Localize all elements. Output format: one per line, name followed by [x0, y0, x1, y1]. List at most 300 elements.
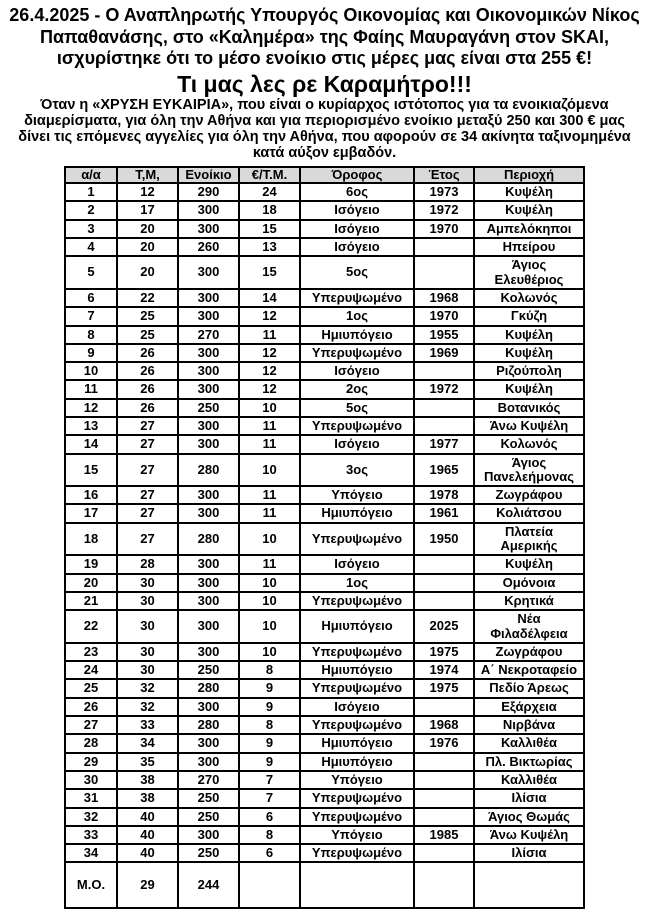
table-cell: 9: [65, 344, 117, 362]
table-cell: 11: [239, 435, 300, 453]
table-cell: 300: [178, 344, 239, 362]
table-cell: [414, 592, 474, 610]
table-cell: [414, 789, 474, 807]
table-cell: 27: [117, 454, 178, 487]
table-cell: 1: [65, 183, 117, 201]
table-cell: Κυψέλη: [474, 326, 584, 344]
table-cell: 1970: [414, 307, 474, 325]
table-cell: Ημιυπόγειο: [300, 661, 414, 679]
table-row: [65, 844, 584, 862]
table-cell: 21: [65, 592, 117, 610]
table-cell: Υπόγειο: [300, 826, 414, 844]
table-cell: Ιλίσια: [474, 789, 584, 807]
table-row: [65, 643, 584, 661]
table-cell: Ιλίσια: [474, 844, 584, 862]
table-cell: Ζωγράφου: [474, 486, 584, 504]
table-cell: Μ.Ο.: [65, 862, 117, 908]
table-cell: [414, 555, 474, 573]
column-header: Έτος: [414, 167, 474, 183]
table-row: [65, 289, 584, 307]
table-cell: [414, 362, 474, 380]
table-cell: 38: [117, 771, 178, 789]
table-cell: Κυψέλη: [474, 380, 584, 398]
table-cell: 270: [178, 326, 239, 344]
table-cell: 1ος: [300, 307, 414, 325]
table-cell: 280: [178, 454, 239, 487]
table-cell: 38: [117, 789, 178, 807]
table-cell: [414, 256, 474, 289]
table-cell: 6: [65, 289, 117, 307]
table-cell: 1973: [414, 183, 474, 201]
table-cell: 9: [239, 734, 300, 752]
table-cell: 32: [117, 679, 178, 697]
table-cell: Κυψέλη: [474, 201, 584, 219]
table-cell: 26: [117, 380, 178, 398]
table-cell: 30: [117, 643, 178, 661]
table-cell: [239, 862, 300, 908]
table-cell: Υπερυψωμένο: [300, 523, 414, 556]
table-cell: Ισόγειο: [300, 555, 414, 573]
table-cell: 300: [178, 734, 239, 752]
table-row: [65, 610, 584, 643]
table-cell: 1969: [414, 344, 474, 362]
table-cell: [414, 753, 474, 771]
table-cell: 16: [65, 486, 117, 504]
table-cell: 7: [239, 771, 300, 789]
table-cell: 8: [239, 661, 300, 679]
table-cell: 300: [178, 826, 239, 844]
table-cell: 22: [117, 289, 178, 307]
table-cell: 250: [178, 844, 239, 862]
table-cell: Ισόγειο: [300, 698, 414, 716]
table-cell: 9: [239, 698, 300, 716]
intro-paragraph: [8, 98, 641, 162]
table-cell: 300: [178, 307, 239, 325]
table-cell: [474, 862, 584, 908]
table-cell: 2025: [414, 610, 474, 643]
text-line: Όταν η «ΧΡΥΣΗ ΕΥΚΑΙΡΙΑ», που είναι ο κυρίαρχος ιστότοπος για τα ενοικιαζόμενα: [40, 97, 609, 114]
table-cell: 28: [117, 555, 178, 573]
table-cell: 6ος: [300, 183, 414, 201]
table-cell: 10: [239, 643, 300, 661]
table-cell: Πεδίο Άρεως: [474, 679, 584, 697]
table-cell: Υπερυψωμένο: [300, 289, 414, 307]
table-row: [65, 435, 584, 453]
table-cell: Κολωνός: [474, 289, 584, 307]
table-row: [65, 753, 584, 771]
table-cell: Υπερυψωμένο: [300, 716, 414, 734]
table-cell: [300, 862, 414, 908]
table-cell: [414, 862, 474, 908]
table-cell: 34: [65, 844, 117, 862]
table-cell: 1976: [414, 734, 474, 752]
table-cell: 3: [65, 220, 117, 238]
table-cell: 12: [239, 344, 300, 362]
table-row: [65, 698, 584, 716]
table-cell: Ισόγειο: [300, 201, 414, 219]
table-cell: Νέα Φιλαδέλφεια: [474, 610, 584, 643]
table-cell: 32: [65, 808, 117, 826]
table-row: [65, 789, 584, 807]
column-header: Περιοχή: [474, 167, 584, 183]
table-cell: 280: [178, 679, 239, 697]
table-cell: 27: [117, 435, 178, 453]
table-row: [65, 380, 584, 398]
table-cell: 300: [178, 220, 239, 238]
table-cell: Ημιυπόγειο: [300, 504, 414, 522]
table-cell: 5ος: [300, 399, 414, 417]
table-cell: 280: [178, 716, 239, 734]
table-cell: 250: [178, 789, 239, 807]
table-row: [65, 307, 584, 325]
table-cell: 8: [239, 826, 300, 844]
table-cell: 11: [239, 555, 300, 573]
table-cell: 250: [178, 661, 239, 679]
table-cell: 300: [178, 643, 239, 661]
table-cell: Υπερυψωμένο: [300, 592, 414, 610]
text-line: διαμερίσματα, για όλη την Αθήνα και για περιορισμένο ενοίκιο μεταξύ 250 και 300 € μας: [24, 113, 625, 130]
table-cell: 7: [65, 307, 117, 325]
table-cell: Κρητικά: [474, 592, 584, 610]
rental-table-body: [65, 183, 584, 908]
table-row: [65, 344, 584, 362]
table-cell: Άγιος Θωμάς: [474, 808, 584, 826]
table-cell: 1ος: [300, 574, 414, 592]
table-cell: 5: [65, 256, 117, 289]
table-cell: Υπόγειο: [300, 771, 414, 789]
table-cell: 2ος: [300, 380, 414, 398]
table-cell: 10: [239, 592, 300, 610]
table-cell: 250: [178, 399, 239, 417]
table-cell: 1977: [414, 435, 474, 453]
table-cell: 15: [65, 454, 117, 487]
table-cell: 8: [65, 326, 117, 344]
table-cell: 9: [239, 753, 300, 771]
table-row: [65, 326, 584, 344]
table-cell: Υπερυψωμένο: [300, 417, 414, 435]
table-cell: 33: [65, 826, 117, 844]
table-row: [65, 523, 584, 556]
table-cell: Κυψέλη: [474, 344, 584, 362]
table-cell: 20: [117, 220, 178, 238]
table-row: [65, 220, 584, 238]
table-cell: 280: [178, 523, 239, 556]
table-cell: 8: [239, 716, 300, 734]
table-cell: 10: [239, 454, 300, 487]
table-cell: Ηπείρου: [474, 238, 584, 256]
table-cell: 15: [239, 220, 300, 238]
table-row: [65, 734, 584, 752]
table-cell: 9: [239, 679, 300, 697]
table-cell: Κυψέλη: [474, 183, 584, 201]
table-cell: 3ος: [300, 454, 414, 487]
table-cell: 27: [65, 716, 117, 734]
text-line: 26.4.2025 - Ο Αναπληρωτής Υπουργός Οικονομίας και Οικονομικών Νίκος: [9, 5, 640, 25]
table-row: [65, 679, 584, 697]
table-cell: Α΄ Νεκροταφείο: [474, 661, 584, 679]
table-cell: 300: [178, 417, 239, 435]
table-cell: Υπερυψωμένο: [300, 844, 414, 862]
column-header: Όροφος: [300, 167, 414, 183]
table-cell: Καλλιθέα: [474, 771, 584, 789]
table-cell: Ισόγειο: [300, 362, 414, 380]
table-cell: 1974: [414, 661, 474, 679]
text-line: δίνει τις επόμενες αγγελίες για όλη την Αθήνα, που αφορούν σε 34 ακίνητα ταξινομημένα: [18, 128, 631, 145]
table-cell: 300: [178, 362, 239, 380]
table-cell: Νιρβάνα: [474, 716, 584, 734]
table-cell: [414, 417, 474, 435]
table-cell: 40: [117, 844, 178, 862]
table-cell: Βοτανικός: [474, 399, 584, 417]
table-cell: Ισόγειο: [300, 435, 414, 453]
table-row: [65, 716, 584, 734]
table-cell: 300: [178, 256, 239, 289]
table-row: [65, 399, 584, 417]
table-cell: 25: [117, 326, 178, 344]
table-cell: 11: [239, 486, 300, 504]
table-cell: 1970: [414, 220, 474, 238]
table-cell: Καλλιθέα: [474, 734, 584, 752]
table-cell: 300: [178, 289, 239, 307]
table-cell: 11: [239, 326, 300, 344]
table-cell: 24: [65, 661, 117, 679]
table-cell: 300: [178, 486, 239, 504]
table-cell: 300: [178, 592, 239, 610]
table-cell: 13: [65, 417, 117, 435]
table-cell: 300: [178, 753, 239, 771]
table-cell: Άγιος Πανελεήμονας: [474, 454, 584, 487]
table-cell: Υπόγειο: [300, 486, 414, 504]
table-cell: Πλ. Βικτωρίας: [474, 753, 584, 771]
table-cell: 300: [178, 555, 239, 573]
table-cell: Ριζούπολη: [474, 362, 584, 380]
table-row: [65, 808, 584, 826]
table-cell: 300: [178, 698, 239, 716]
table-cell: 7: [239, 789, 300, 807]
table-cell: 1972: [414, 201, 474, 219]
table-cell: 29: [117, 862, 178, 908]
table-cell: Κολιάτσου: [474, 504, 584, 522]
table-cell: 4: [65, 238, 117, 256]
table-cell: Ημιυπόγειο: [300, 326, 414, 344]
table-cell: 270: [178, 771, 239, 789]
document-subtitle: Τι μας λες ρε Καραμήτρο!!!: [177, 70, 472, 97]
table-cell: 12: [65, 399, 117, 417]
table-cell: 27: [117, 523, 178, 556]
table-cell: 35: [117, 753, 178, 771]
table-cell: 27: [117, 504, 178, 522]
table-cell: 20: [117, 256, 178, 289]
table-cell: Υπερυψωμένο: [300, 643, 414, 661]
column-header: Τ,Μ,: [117, 167, 178, 183]
table-cell: 1965: [414, 454, 474, 487]
table-cell: 12: [117, 183, 178, 201]
table-cell: 1955: [414, 326, 474, 344]
table-cell: 24: [239, 183, 300, 201]
table-cell: 10: [239, 610, 300, 643]
table-cell: 14: [239, 289, 300, 307]
document-title: [2, 5, 647, 70]
table-cell: 15: [239, 256, 300, 289]
table-cell: 18: [239, 201, 300, 219]
column-header: Ενοίκιο: [178, 167, 239, 183]
column-header: €/Τ.Μ.: [239, 167, 300, 183]
table-cell: 10: [239, 399, 300, 417]
table-cell: 31: [65, 789, 117, 807]
table-cell: Πλατεία Αμερικής: [474, 523, 584, 556]
table-cell: [414, 698, 474, 716]
table-cell: 12: [239, 380, 300, 398]
table-cell: 27: [117, 486, 178, 504]
table-cell: 26: [117, 399, 178, 417]
table-cell: 1968: [414, 716, 474, 734]
table-cell: 17: [117, 201, 178, 219]
table-cell: 30: [117, 574, 178, 592]
table-cell: 10: [65, 362, 117, 380]
table-cell: Άνω Κυψέλη: [474, 826, 584, 844]
table-row: [65, 362, 584, 380]
table-row: [65, 504, 584, 522]
table-cell: 6: [239, 844, 300, 862]
table-row: [65, 555, 584, 573]
table-cell: 25: [65, 679, 117, 697]
text-line: ισχυρίστηκε ότι το μέσο ενοίκιο στις μέρες μας είναι στα 255 €!: [56, 48, 593, 69]
table-cell: 11: [239, 417, 300, 435]
table-row: [65, 183, 584, 201]
table-row: [65, 238, 584, 256]
table-cell: 10: [239, 523, 300, 556]
table-cell: 1950: [414, 523, 474, 556]
table-cell: 300: [178, 201, 239, 219]
table-cell: Ισόγειο: [300, 220, 414, 238]
table-row: [65, 592, 584, 610]
table-cell: 1975: [414, 643, 474, 661]
table-cell: 1961: [414, 504, 474, 522]
table-cell: 20: [117, 238, 178, 256]
table-cell: 244: [178, 862, 239, 908]
table-row: [65, 826, 584, 844]
table-row: [65, 771, 584, 789]
table-cell: [414, 399, 474, 417]
text-line: κατά αύξον εμβαδόν.: [252, 144, 397, 161]
table-cell: Υπερυψωμένο: [300, 344, 414, 362]
table-cell: Άγιος Ελευθέριος: [474, 256, 584, 289]
table-cell: 26: [117, 362, 178, 380]
table-header-row: [65, 167, 584, 183]
table-cell: 30: [117, 610, 178, 643]
table-cell: 1972: [414, 380, 474, 398]
table-cell: Ζωγράφου: [474, 643, 584, 661]
table-cell: 300: [178, 574, 239, 592]
table-row: [65, 201, 584, 219]
text-line: Παπαθανάσης, στο «Καλημέρα» της Φαίης Μαυραγάνη στον SKAI,: [39, 26, 610, 47]
column-header: α/α: [65, 167, 117, 183]
table-cell: 11: [239, 504, 300, 522]
table-row: [65, 486, 584, 504]
table-cell: 18: [65, 523, 117, 556]
table-cell: [414, 574, 474, 592]
table-row: [65, 574, 584, 592]
table-cell: 300: [178, 380, 239, 398]
table-cell: 5ος: [300, 256, 414, 289]
table-cell: 2: [65, 201, 117, 219]
table-cell: 17: [65, 504, 117, 522]
table-cell: 300: [178, 610, 239, 643]
table-cell: Ημιυπόγειο: [300, 734, 414, 752]
rental-listings-table: [64, 166, 585, 909]
table-cell: 1975: [414, 679, 474, 697]
table-cell: 300: [178, 435, 239, 453]
table-cell: Υπερυψωμένο: [300, 679, 414, 697]
table-cell: 19: [65, 555, 117, 573]
table-cell: 34: [117, 734, 178, 752]
table-cell: 250: [178, 808, 239, 826]
table-cell: [414, 844, 474, 862]
table-cell: Εξάρχεια: [474, 698, 584, 716]
table-cell: 26: [117, 344, 178, 362]
table-cell: 30: [117, 661, 178, 679]
table-cell: Ημιυπόγειο: [300, 610, 414, 643]
table-cell: 1968: [414, 289, 474, 307]
table-cell: [414, 771, 474, 789]
table-cell: Αμπελόκηποι: [474, 220, 584, 238]
table-cell: 27: [117, 417, 178, 435]
table-cell: 11: [65, 380, 117, 398]
table-cell: 28: [65, 734, 117, 752]
summary-row: [65, 862, 584, 908]
table-cell: 22: [65, 610, 117, 643]
table-row: [65, 661, 584, 679]
table-cell: 32: [117, 698, 178, 716]
table-cell: Υπερυψωμένο: [300, 789, 414, 807]
table-cell: 1985: [414, 826, 474, 844]
table-cell: 25: [117, 307, 178, 325]
table-cell: Ημιυπόγειο: [300, 753, 414, 771]
table-cell: 10: [239, 574, 300, 592]
table-cell: 26: [65, 698, 117, 716]
table-cell: Κυψέλη: [474, 555, 584, 573]
table-cell: Ομόνοια: [474, 574, 584, 592]
table-row: [65, 417, 584, 435]
table-cell: 30: [117, 592, 178, 610]
table-cell: 290: [178, 183, 239, 201]
table-cell: 23: [65, 643, 117, 661]
table-cell: 12: [239, 362, 300, 380]
table-cell: Ισόγειο: [300, 238, 414, 256]
table-cell: 12: [239, 307, 300, 325]
table-cell: 14: [65, 435, 117, 453]
table-cell: Γκύζη: [474, 307, 584, 325]
table-cell: Υπερυψωμένο: [300, 808, 414, 826]
table-cell: 260: [178, 238, 239, 256]
table-cell: 29: [65, 753, 117, 771]
table-cell: 13: [239, 238, 300, 256]
table-cell: [414, 808, 474, 826]
table-cell: 33: [117, 716, 178, 734]
table-cell: 6: [239, 808, 300, 826]
table-cell: 20: [65, 574, 117, 592]
table-row: [65, 454, 584, 487]
table-cell: 300: [178, 504, 239, 522]
table-cell: 1978: [414, 486, 474, 504]
table-cell: 40: [117, 808, 178, 826]
table-row: [65, 256, 584, 289]
table-cell: Κολωνός: [474, 435, 584, 453]
table-cell: [414, 238, 474, 256]
table-cell: 30: [65, 771, 117, 789]
table-cell: Άνω Κυψέλη: [474, 417, 584, 435]
table-cell: 40: [117, 826, 178, 844]
